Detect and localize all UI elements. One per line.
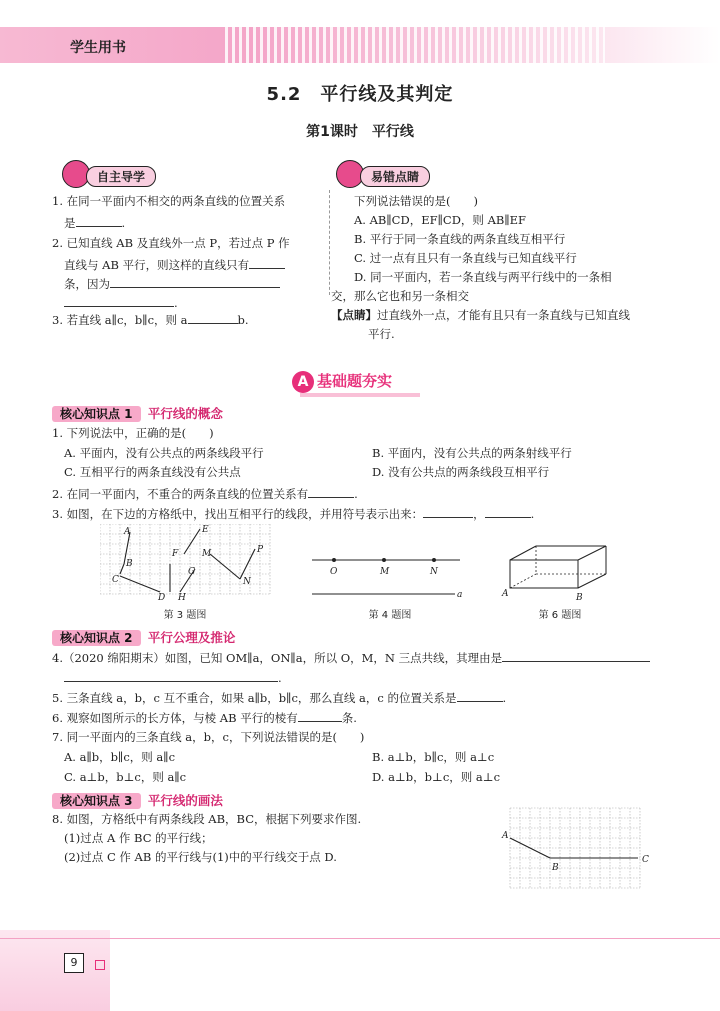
k2-q5: 5. 三条直线 a，b，c 互不重合，如果 a∥b，b∥c，那么直线 a，c 的位置关系是 .	[52, 691, 507, 705]
page-square-icon	[95, 960, 105, 970]
fig4-caption: 第 4 题图	[368, 610, 412, 621]
svg-text:B: B	[552, 863, 559, 873]
page-number: 9	[64, 953, 84, 973]
ss-q2-line3: 条，因为	[64, 276, 280, 291]
k2-q7-d: D. a⊥b，b⊥c，则 a⊥c	[372, 770, 501, 784]
ep-option-d: D. 同一平面内，若一条直线与两平行线中的一条相	[354, 270, 612, 284]
k1-q1-d: D. 没有公共点的两条线段互相平行	[372, 465, 550, 479]
ep-tip-cont: 平行.	[368, 327, 395, 341]
k2-q4-cont: .	[64, 670, 282, 685]
svg-text:D: D	[158, 593, 166, 600]
svg-text:P: P	[257, 545, 264, 555]
figure-6-cuboid	[500, 540, 620, 602]
k2-q6: 6. 观察如图所示的长方体，与棱 AB 平行的棱有 条.	[52, 711, 357, 725]
k1-header: 核心知识点 1 平行线的概念	[52, 404, 223, 422]
k3-header: 核心知识点 3 平行线的画法	[52, 791, 223, 809]
k2-q7: 7. 同一平面内的三条直线 a，b，c，下列说法错误的是( )	[52, 730, 365, 744]
error-prone-tag: 易错点睛	[360, 166, 430, 187]
basics-title: 基础题夯实	[317, 372, 393, 390]
k1-q1: 1. 下列说法中，正确的是( )	[52, 426, 214, 440]
k3-q8-2: (2)过点 C 作 AB 的平行线与(1)中的平行线交于点 D.	[64, 850, 337, 864]
k1-q3: 3. 如图，在下边的方格纸中，找出互相平行的线段，并用符号表示出来： ， .	[52, 507, 535, 521]
k1-q1-b: B. 平面内，没有公共点的两条射线平行	[372, 446, 572, 460]
svg-text:M: M	[380, 567, 390, 577]
k3-q8-1: (1)过点 A 作 BC 的平行线；	[64, 831, 213, 845]
ep-option-b: B. 平行于同一条直线的两条直线互相平行	[354, 232, 566, 246]
k2-q7-a: A. a∥b，b∥c，则 a∥c	[64, 750, 176, 764]
fig6-caption: 第 6 题图	[538, 610, 582, 621]
k1-q1-a: A. 平面内，没有公共点的两条线段平行	[64, 446, 264, 460]
k2-header: 核心知识点 2 平行公理及推论	[52, 628, 235, 646]
self-study-tag: 自主导学	[86, 166, 156, 187]
k2-q7-c: C. a⊥b，b⊥c，则 a∥c	[64, 770, 187, 784]
ep-tip: 【点睛】过直线外一点，才能有且只有一条直线与已知直线	[331, 308, 630, 322]
ss-q1-line1: 1. 在同一平面内不相交的两条直线的位置关系	[52, 194, 286, 208]
ss-q1-line2: 是 .	[64, 216, 126, 230]
figure-8-grid	[500, 806, 650, 892]
column-divider	[329, 190, 330, 295]
ss-q2-line2: 直线与 AB 平行，则这样的直线只有	[64, 257, 285, 272]
k2-q4: 4.（2020 绵阳期末）如图，已知 OM∥a，ON∥a，所以 O，M，N 三点共线，其理由是	[52, 650, 650, 665]
k2-q7-b: B. a⊥b，b∥c，则 a⊥c	[372, 750, 495, 764]
svg-text:H: H	[178, 593, 186, 600]
ss-q3: 3. 若直线 a∥c，b∥c，则 a b.	[52, 313, 249, 327]
svg-text:E: E	[202, 525, 209, 535]
ep-option-d-cont: 交，那么它也和另一条相交	[331, 289, 469, 303]
header-stripes	[225, 27, 605, 63]
ep-stem: 下列说法错误的是( )	[354, 194, 478, 208]
footer-stripe	[0, 938, 720, 939]
svg-text:C: C	[112, 575, 119, 585]
ss-q2-line1: 2. 已知直线 AB 及直线外一点 P，若过点 P 作	[52, 236, 290, 250]
k1-q2: 2. 在同一平面内，不重合的两条直线的位置关系有 .	[52, 487, 358, 501]
svg-text:C: C	[642, 855, 649, 865]
svg-text:a: a	[457, 590, 463, 598]
figure-3-grid	[100, 524, 272, 600]
svg-text:A: A	[124, 527, 131, 537]
svg-text:A: A	[502, 831, 509, 841]
fig3-caption: 第 3 题图	[163, 610, 207, 621]
ss-q2-line4: .	[64, 295, 178, 310]
ep-option-a: A. AB∥CD，EF∥CD，则 AB∥EF	[354, 213, 527, 227]
ep-option-c: C. 过一点有且只有一条直线与已知直线平行	[354, 251, 577, 265]
footer-band	[0, 930, 110, 1011]
level-badge: A	[292, 371, 314, 393]
svg-text:B: B	[126, 559, 133, 569]
svg-text:N: N	[430, 567, 438, 577]
svg-text:N: N	[243, 577, 251, 587]
svg-text:O: O	[330, 567, 338, 577]
k1-q1-c: C. 互相平行的两条直线没有公共点	[64, 465, 241, 479]
svg-text:F: F	[172, 549, 179, 559]
svg-text:A: A	[502, 589, 509, 599]
header-label: 学生用书	[70, 40, 126, 56]
lesson-subtitle: 第1课时 平行线	[306, 124, 414, 140]
k3-q8: 8. 如图，方格纸中有两条线段 AB，BC，根据下列要求作图.	[52, 812, 362, 826]
figure-4	[310, 554, 470, 598]
svg-text:B: B	[576, 593, 583, 602]
page-title: 5.2 平行线及其判定	[266, 84, 454, 105]
section-underline	[300, 393, 420, 397]
svg-text:G: G	[188, 567, 196, 577]
svg-text:M: M	[202, 549, 212, 559]
